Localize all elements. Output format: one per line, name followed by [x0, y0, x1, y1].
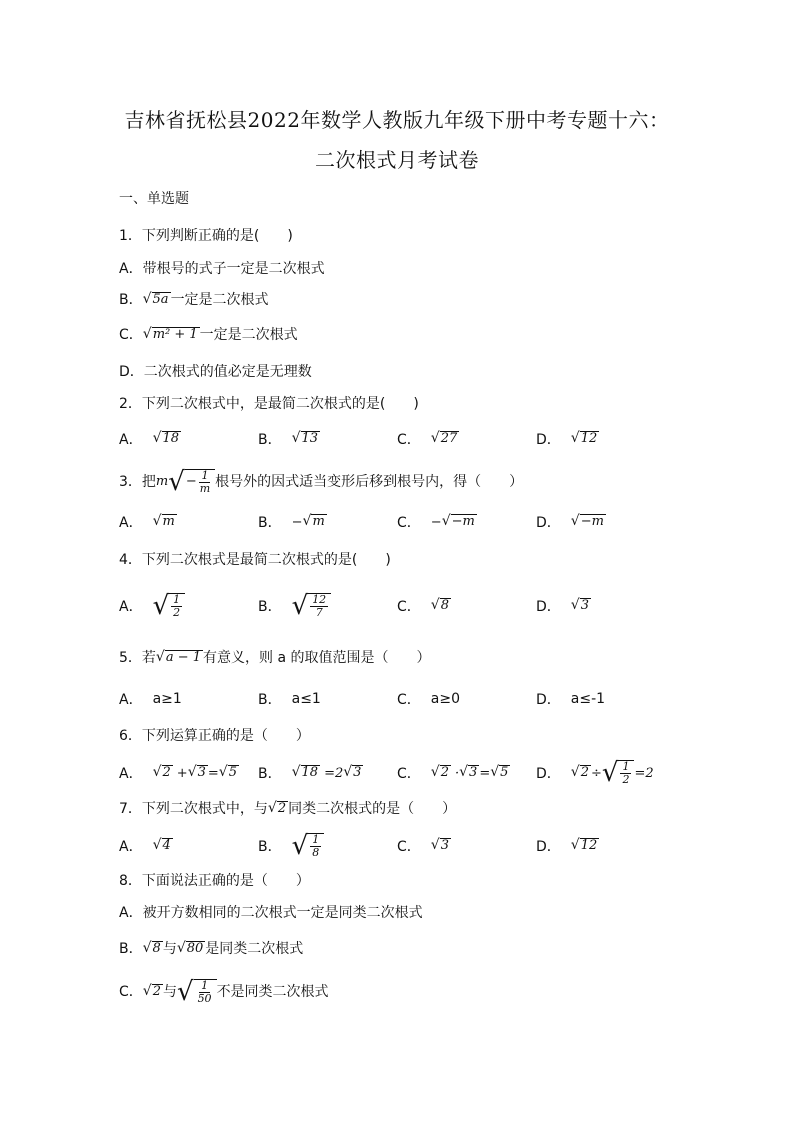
question-5-option-d: D． a≤-1: [536, 691, 606, 708]
question-4-option-a: A． √ $\frac{1}{2}$: [119, 588, 185, 624]
question-4-stem: 4．下列二次根式是最简二次根式的是( ): [119, 552, 391, 568]
question-1-option-a: A．带根号的式子一定是二次根式: [119, 261, 325, 277]
option-text: 一定是二次根式: [170, 292, 269, 308]
question-5-options: [119, 684, 719, 714]
question-5-option-c: C． a≥0: [397, 691, 460, 708]
radical: √ 5a: [142, 291, 169, 308]
question-7-option-d: D． √ 12: [536, 837, 598, 855]
page-title-line2: 二次根式月考试卷: [315, 148, 479, 172]
question-3-option-c: C． − √ −m: [397, 513, 475, 531]
question-8-option-b: B． √ 8 与 √ 80 是同类二次根式: [119, 940, 304, 957]
question-2-stem: 2．下列二次根式中，是最简二次根式的是( ): [119, 396, 419, 412]
option-label: C．: [119, 327, 143, 343]
question-1-option-d: D．二次根式的值必定是无理数: [119, 364, 312, 380]
question-7-option-b: B． √ $\frac{1}{8}$: [258, 828, 324, 864]
question-8-stem: 8．下面说法正确的是（ ）: [119, 873, 310, 889]
radical: √ 2: [267, 800, 287, 817]
question-3-option-a: A． √ m: [119, 513, 175, 531]
question-6-option-c: C． √ 2 · √ 3 = √ 5: [397, 764, 509, 782]
question-2-option-c: C． √ 27: [397, 430, 458, 448]
question-6-stem: 6．下列运算正确的是（ ）: [119, 728, 310, 744]
section-heading: 一、单选题: [119, 191, 189, 207]
question-2-option-a: A． √ 18: [119, 430, 180, 448]
question-3-stem: 3．把 m √ − $\frac{1}{m}$ 根号外的因式适当变形后移到根号内，得（ ）: [119, 467, 524, 497]
question-6-options: [119, 756, 719, 790]
question-4-option-c: C． √ 8: [397, 597, 449, 615]
question-6-option-a: A． √ 2 + √ 3 = √ 5: [119, 764, 237, 782]
question-3-option-d: D． √ −m: [536, 513, 604, 531]
page-title-line1: 吉林省抚松县2022年数学人教版九年级下册中考专题十六：: [124, 108, 670, 132]
question-5-option-b: B． a≤1: [258, 691, 321, 708]
question-3-options: [119, 507, 719, 537]
question-1-option-b: [119, 287, 269, 313]
question-8-option-c: C． √ 2 与 √ $\frac{1}{50}$ 不是同类二次根式: [119, 977, 329, 1007]
question-2-options: [119, 424, 719, 454]
question-5-option-a: A． a≥1: [119, 691, 182, 708]
question-6-option-d: D． √ 2 ÷ √ $\frac{1}{2}$ =2: [536, 758, 654, 788]
question-1-stem: 1．下列判断正确的是( ): [119, 228, 293, 244]
question-4-options: [119, 588, 719, 624]
question-7-options: [119, 828, 719, 864]
question-2-option-b: B． √ 13: [258, 430, 319, 448]
question-2-option-d: D． √ 12: [536, 430, 598, 448]
question-4-option-d: D． √ 3: [536, 597, 589, 615]
question-6-option-b: B． √ 18 =2 √ 3: [258, 764, 362, 782]
question-1-option-c: [119, 322, 298, 348]
radical: √ a − 1: [155, 649, 202, 666]
question-8-option-a: A．被开方数相同的二次根式一定是同类二次根式: [119, 905, 423, 921]
option-text: 一定是二次根式: [199, 327, 298, 343]
question-3-option-b: B． − √ m: [258, 513, 325, 531]
option-label: B．: [119, 292, 143, 308]
radical: √ m² + 1: [142, 326, 198, 343]
radical: √ − $\frac{1}{m}$: [168, 469, 215, 495]
question-5-stem: 5．若 √ a − 1 有意义，则 a 的取值范围是（ ）: [119, 649, 431, 666]
question-7-option-a: A． √ 4: [119, 837, 171, 855]
question-4-option-b: B． √ $\frac{12}{7}$: [258, 588, 331, 624]
question-7-option-c: C． √ 3: [397, 837, 449, 855]
question-7-stem: 7．下列二次根式中，与 √ 2 同类二次根式的是（ ）: [119, 800, 457, 817]
